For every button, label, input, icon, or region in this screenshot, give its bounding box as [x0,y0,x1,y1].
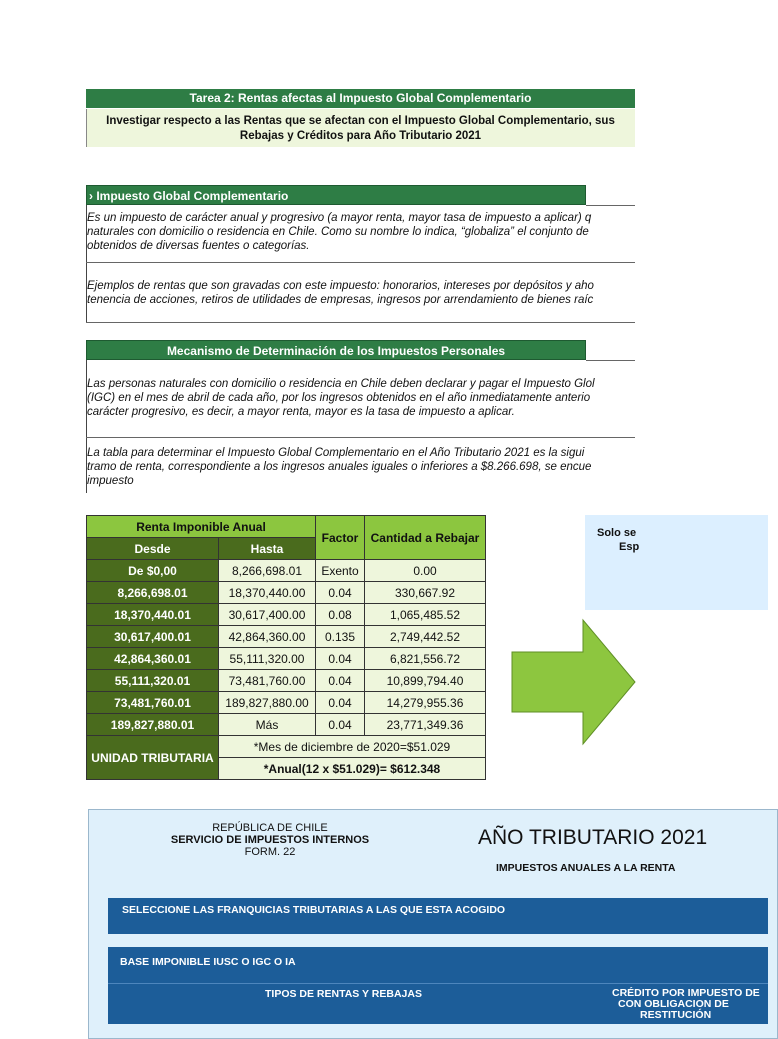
mecanismo-paragraph-1 [87,377,635,419]
igc-rate-table [86,515,486,780]
cell-hasta: 55,111,320.00 [219,648,316,670]
table-row [87,582,486,604]
section-rule [586,205,635,206]
text-line: Solo se [597,527,637,539]
unidad-tributaria-label: UNIDAD TRIBUTARIA [87,736,219,780]
cell-factor: 0.04 [316,648,365,670]
cell-hasta: 18,370,440.00 [219,582,316,604]
cell-desde: 18,370,440.01 [87,604,219,626]
base-imponible-bar[interactable]: BASE IMPONIBLE IUSC O IGC O IA [108,947,768,983]
text-line: tramo de renta, correspondiente a los ingresos anuales iguales o inferiores a $8.266.698, se encue [87,461,592,473]
header-renta-imponible: Renta Imponible Anual [87,516,316,538]
cell-rebaja: 330,667.92 [365,582,486,604]
task-subtitle [86,109,635,147]
text-line: naturales con domicilio o residencia en Chile. Como su nombre lo indica, “globaliza” el conjunto de [87,226,589,238]
cell-factor: 0.135 [316,626,365,648]
text-line: CON OBLIGACION DE [618,998,729,1010]
text-line: Es un impuesto de carácter anual y progresivo (a mayor renta, mayor tasa de impuesto a aplicar) q [87,212,592,224]
cell-rebaja: 14,279,955.36 [365,692,486,714]
cell-hasta: Más [219,714,316,736]
text-line: impuesto [87,475,134,487]
cell-rebaja: 0.00 [365,560,486,582]
text-line: carácter progresivo, es decir, a mayor renta, mayor es la tasa de impuesto a aplicar. [87,406,515,418]
ut-monthly: *Mes de diciembre de 2020=$51.029 [219,736,486,758]
cell-rebaja: 23,771,349.36 [365,714,486,736]
form-number: FORM. 22 [244,846,296,858]
franquicias-bar[interactable]: SELECCIONE LAS FRANQUICIAS TRIBUTARIAS A LAS QUE ESTA ACOGIDO [108,898,768,934]
right-arrow-icon [512,620,635,745]
cell-desde: 55,111,320.01 [87,670,219,692]
text-line: Esp [619,541,640,553]
cell-factor: 0.04 [316,714,365,736]
text-line: CRÉDITO POR IMPUESTO DE [612,987,760,999]
cell-hasta: 8,266,698.01 [219,560,316,582]
cell-rebaja: 6,821,556.72 [365,648,486,670]
cell-desde: 42,864,360.01 [87,648,219,670]
credito-header [612,988,760,1021]
paragraph-divider [86,262,635,263]
paragraph-divider [86,437,635,438]
form-header-left [160,822,380,858]
header-cantidad-rebajar: Cantidad a Rebajar [365,516,486,560]
text-line: (IGC) en el mes de abril de cada año, por los ingresos obtenidos en el año inmediatamente anterio [87,392,591,404]
cell-desde: 189,827,880.01 [87,714,219,736]
header-factor: Factor [316,516,365,560]
text-line: Ejemplos de rentas que son gravadas con este impuesto: honorarios, intereses por depósitos y aho [87,280,594,292]
cell-desde: 8,266,698.01 [87,582,219,604]
cell-factor: 0.04 [316,670,365,692]
text-line: La tabla para determinar el Impuesto Global Complementario en el Año Tributario 2021 es la sigui [87,447,585,459]
cell-rebaja: 1,065,485.52 [365,604,486,626]
cell-rebaja: 10,899,794.40 [365,670,486,692]
table-row [87,714,486,736]
section-heading-igc: › Impuesto Global Complementario [86,185,586,205]
cell-factor: 0.04 [316,582,365,604]
task-title: Tarea 2: Rentas afectas al Impuesto Global Complementario [86,89,635,108]
table-row [87,692,486,714]
cell-hasta: 30,617,400.00 [219,604,316,626]
table-row [87,604,486,626]
igc-paragraph-1 [87,211,635,253]
mecanismo-paragraph-2 [87,446,635,488]
cell-desde: 30,617,400.01 [87,626,219,648]
text-line: tenencia de acciones, retiros de utilidades de empresas, ingresos por arrendamiento de bienes raíc [87,294,594,306]
text-line: Las personas naturales con domicilio o residencia en Chile deben declarar y pagar el Impuesto Glol [87,378,595,390]
header-hasta: Hasta [219,538,316,560]
servicio-label: SERVICIO DE IMPUESTOS INTERNOS [170,834,370,846]
cell-hasta: 189,827,880.00 [219,692,316,714]
text-line: obtenidos de diversas fuentes o categorías. [87,240,310,252]
ut-annual: *Anual(12 x $51.029)= $612.348 [219,758,486,780]
cell-desde: De $0,00 [87,560,219,582]
igc-paragraph-2 [87,279,635,307]
section-rule [586,360,635,361]
subtitle-line-2: Rebajas y Créditos para Año Tributario 2021 [239,130,482,142]
impuestos-anuales: IMPUESTOS ANUALES A LA RENTA [496,862,676,874]
cell-desde: 73,481,760.01 [87,692,219,714]
cell-factor: Exento [316,560,365,582]
cell-hasta: 42,864,360.00 [219,626,316,648]
cell-rebaja: 2,749,442.52 [365,626,486,648]
tipos-rentas-header: TIPOS DE RENTAS Y REBAJAS [265,988,422,1000]
subtitle-line-1: Investigar respecto a las Rentas que se afectan con el Impuesto Global Complementario, sus [106,115,615,127]
table-row [87,626,486,648]
cell-factor: 0.08 [316,604,365,626]
cell-factor: 0.04 [316,692,365,714]
text-line: RESTITUCIÓN [640,1009,712,1021]
republica-label: REPÚBLICA DE CHILE [212,822,328,834]
side-note-text [597,526,640,554]
table-row [87,670,486,692]
table-row [87,648,486,670]
paragraph-divider [86,322,635,323]
table-row [87,560,486,582]
header-desde: Desde [87,538,219,560]
cell-hasta: 73,481,760.00 [219,670,316,692]
anio-tributario: AÑO TRIBUTARIO 2021 [478,826,708,849]
section-heading-mecanismo: Mecanismo de Determinación de los Impuestos Personales [86,340,586,360]
